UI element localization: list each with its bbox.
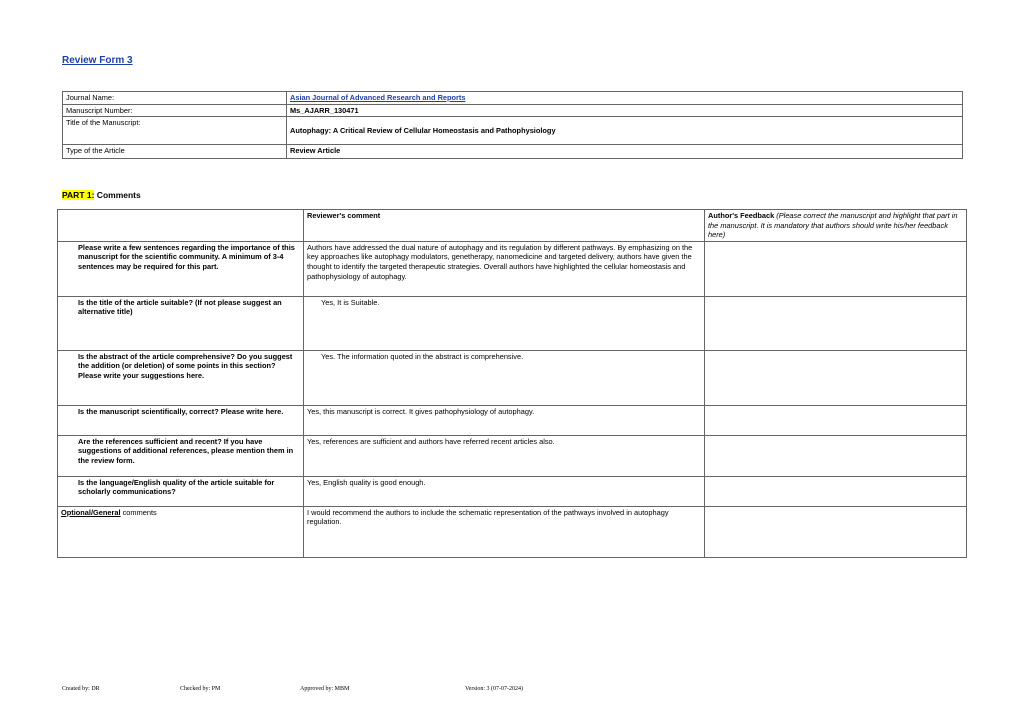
author-feedback-cell[interactable] (705, 506, 967, 557)
optional-label-rest: comments (120, 507, 157, 517)
reviewer-comment-cell: Yes, It is Suitable. (304, 296, 705, 350)
footer-approved-by: Approved by: MBM (300, 686, 350, 692)
author-feedback-header (705, 210, 967, 242)
manuscript-info-table (62, 91, 963, 159)
footer-created-by: Created by: DR (62, 686, 100, 692)
table-row (58, 476, 967, 506)
title-label: Title of the Manuscript: (63, 117, 287, 145)
author-feedback-cell[interactable] (705, 405, 967, 435)
manuscript-number-value: Ms_AJARR_130471 (287, 104, 963, 117)
type-value: Review Article (287, 145, 963, 159)
reviewer-comment-cell: Authors have addressed the dual nature of autophagy and its regulation by different pathways. By emphasizing on the key approaches like autophagy modulators, genetherapy, nanomedicine and targeted delivery, authors have given the thought to identify the targeted therapeutic strategies. Overall authors have highlighted the cellular homeostasis and pathophysiology of autophagy. (304, 241, 705, 296)
reviewer-comment-header: Reviewer's comment (304, 210, 705, 242)
type-label: Type of the Article (63, 145, 287, 159)
footer-checked-by: Checked by: PM (180, 686, 221, 692)
table-row (58, 435, 967, 476)
author-feedback-title: Author's Feedback (708, 211, 775, 220)
table-row (58, 506, 967, 557)
question-cell: Is the title of the article suitable? (If not please suggest an alternative title) (58, 296, 304, 350)
author-feedback-cell[interactable] (705, 435, 967, 476)
question-cell: Please write a few sentences regarding the importance of this manuscript for the scientific community. A minimum of 3-4 sentences may be required for this part. (58, 241, 304, 296)
question-cell: Are the references sufficient and recent? If you have suggestions of additional references, please mention them in the review form. (58, 435, 304, 476)
optional-label-cell (58, 506, 304, 557)
optional-comment-cell: I would recommend the authors to include the schematic representation of the pathways involved in autophagy regulation. (304, 506, 705, 557)
table-row (58, 350, 967, 405)
header-empty-cell (58, 210, 304, 242)
manuscript-number-label: Manuscript Number: (63, 104, 287, 117)
journal-cell (287, 92, 963, 105)
table-row (58, 241, 967, 296)
table-row (58, 405, 967, 435)
journal-link[interactable]: Asian Journal of Advanced Research and Reports (290, 93, 466, 102)
reviewer-comment-cell: Yes. The information quoted in the abstract is comprehensive. (304, 350, 705, 405)
reviewer-comment-cell: Yes, English quality is good enough. (304, 476, 705, 506)
reviewer-comment-cell: Yes, this manuscript is correct. It gives pathophysiology of autophagy. (304, 405, 705, 435)
title-value: Autophagy: A Critical Review of Cellular Homeostasis and Pathophysiology (290, 126, 556, 136)
question-cell: Is the language/English quality of the article suitable for scholarly communications? (58, 476, 304, 506)
reviewer-comment-cell: Yes, references are sufficient and authors have referred recent articles also. (304, 435, 705, 476)
form-title: Review Form 3 (62, 55, 133, 66)
author-feedback-cell[interactable] (705, 241, 967, 296)
table-row (58, 296, 967, 350)
title-cell (287, 117, 963, 145)
question-cell: Is the manuscript scientifically, correct? Please write here. (58, 405, 304, 435)
comments-table (57, 209, 967, 558)
author-feedback-instruction: (Please correct the manuscript and highlight that part in the manuscript. It is mandatory that authors should write his/her feedback here) (708, 211, 958, 240)
part1-comments-label: Comments (94, 190, 141, 200)
footer-version: Version: 3 (07-07-2024) (465, 686, 523, 692)
part1-heading (62, 190, 141, 200)
author-feedback-cell[interactable] (705, 296, 967, 350)
question-cell: Is the abstract of the article comprehensive? Do you suggest the addition (or deletion) of some points in this section? Please write your suggestions here. (58, 350, 304, 405)
optional-label: Optional/General (61, 507, 121, 517)
journal-label: Journal Name: (63, 92, 287, 105)
author-feedback-cell[interactable] (705, 476, 967, 506)
author-feedback-cell[interactable] (705, 350, 967, 405)
part1-label: PART 1: (62, 190, 95, 200)
